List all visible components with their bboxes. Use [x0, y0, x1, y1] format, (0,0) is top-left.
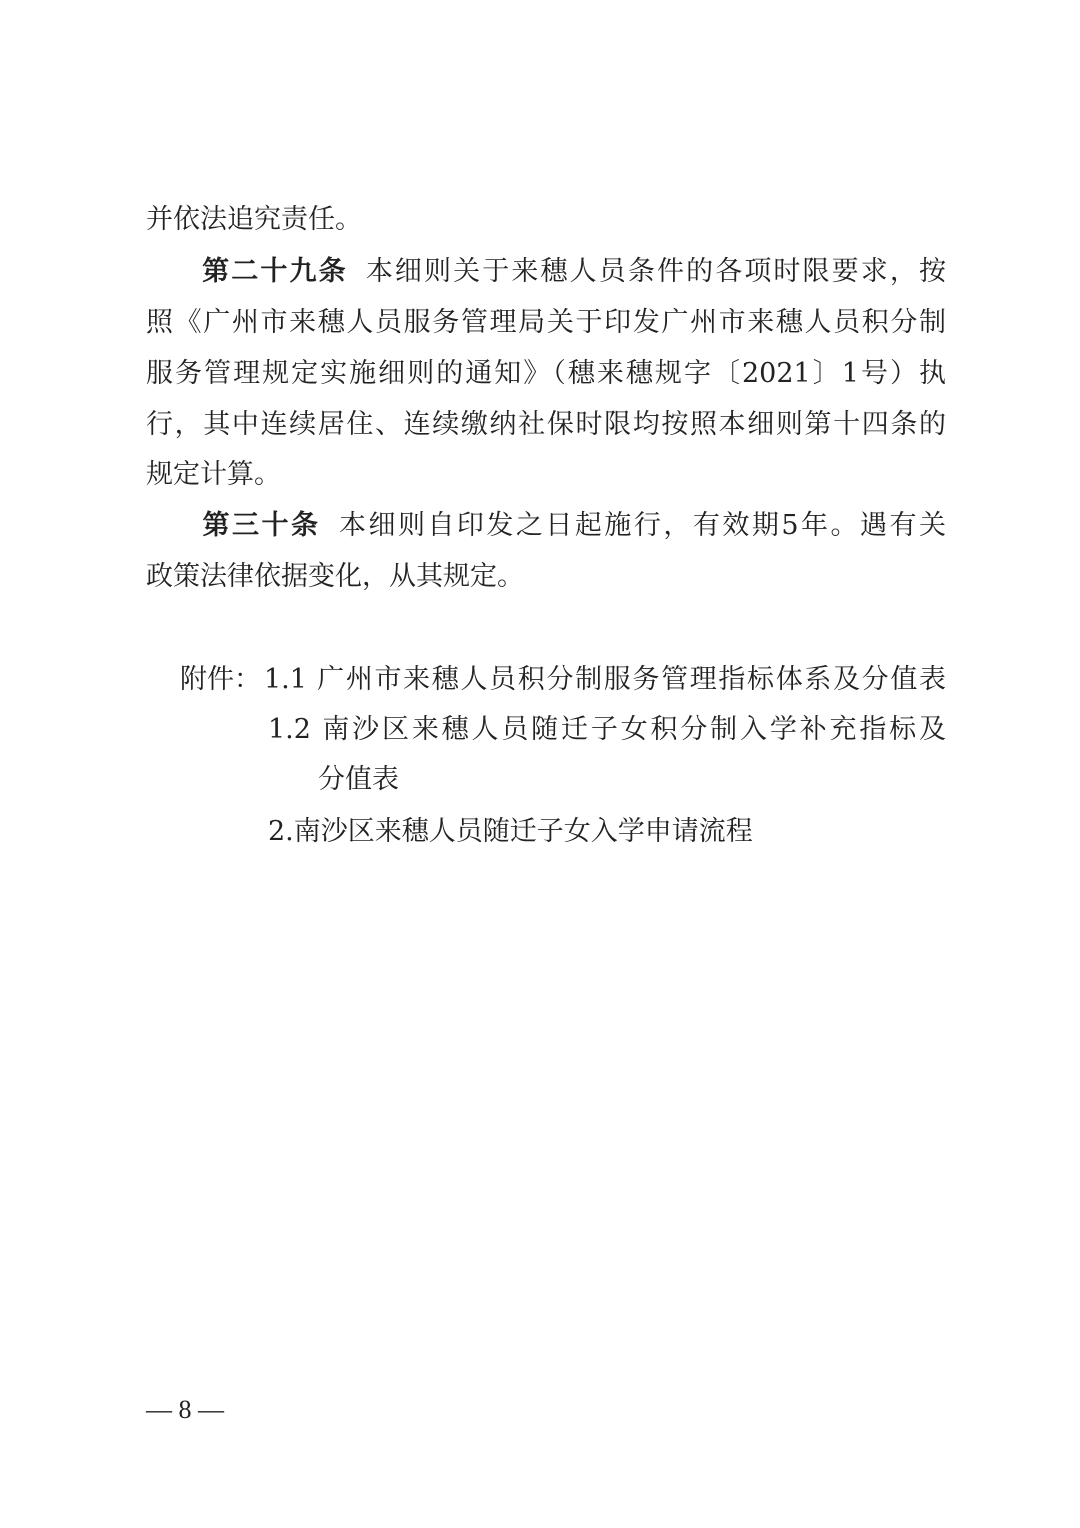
attachment-item-1-2: 1.2 南沙区来穗人员随迁子女积分制入学补充指标及 [268, 714, 946, 745]
article-29-text: 规定计算。 [146, 459, 281, 490]
article-29-text: 行，其中连续居住、连续缴纳社保时限均按照本细则第十四条的 [146, 409, 946, 440]
article-30-line-1 [146, 506, 946, 546]
body-text: 并依法追究责任。 [146, 204, 362, 235]
article-29-line-4 [146, 405, 946, 445]
article-30-line-2 [146, 557, 946, 597]
paragraph-line [146, 200, 946, 240]
article-30-heading: 第三十条 [200, 510, 321, 541]
article-29-text: 照《广州市来穗人员服务管理局关于印发广州市来穗人员积分制 [146, 307, 946, 338]
article-29-line-2 [146, 303, 946, 343]
article-29-line-5 [146, 455, 946, 495]
attachment-item-1-1: 1.1 广州市来穗人员积分制服务管理指标体系及分值表 [264, 664, 946, 695]
article-29-text: 服务管理规定实施细则的通知》（穗来穗规字〔2021〕1号）执 [146, 358, 946, 389]
page-number: — 8 — [146, 1395, 224, 1424]
article-30-text: 政策法律依据变化，从其规定。 [146, 561, 524, 592]
article-29-text: 本细则关于来穗人员条件的各项时限要求，按 [363, 256, 947, 287]
article-30-text: 本细则自印发之日起施行，有效期5年。遇有关 [336, 510, 946, 541]
article-29-line-1 [146, 252, 946, 292]
article-29-line-3 [146, 354, 946, 394]
attachment-item-1-2-continued: 分值表 [318, 764, 399, 795]
attachments-label: 附件： [180, 664, 261, 695]
article-29-heading: 第二十九条 [200, 256, 348, 287]
attachment-item-2: 2.南沙区来穗人员随迁子女入学申请流程 [268, 816, 753, 847]
